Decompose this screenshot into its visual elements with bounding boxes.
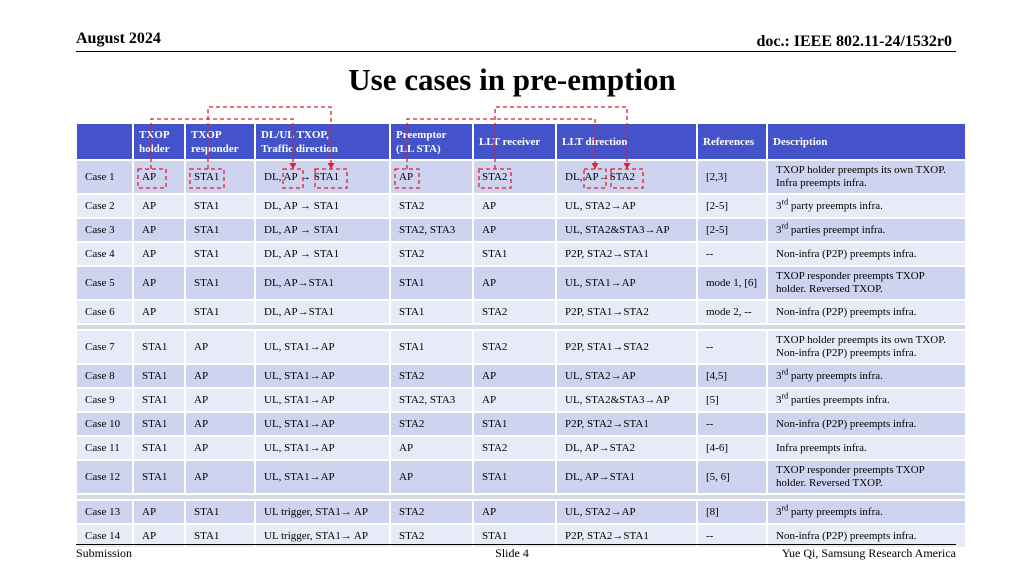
table-cell: DL, AP→STA1 xyxy=(255,266,390,300)
table-row xyxy=(77,160,966,194)
table-cell: UL, STA2→AP xyxy=(556,194,697,218)
table-cell: [5] xyxy=(697,388,767,412)
table-cell: AP xyxy=(185,412,255,436)
table-cell: STA2 xyxy=(473,160,556,194)
table-cell: P2P, STA1→STA2 xyxy=(556,330,697,364)
table-cell: UL, STA2&STA3→AP xyxy=(556,218,697,242)
table-cell: STA1 xyxy=(185,500,255,524)
table-cell: -- xyxy=(697,242,767,266)
table-cell: DL, AP → STA1 xyxy=(255,218,390,242)
table-cell: Infra preempts infra. xyxy=(767,436,966,460)
table-cell: AP xyxy=(133,194,185,218)
table-cell: -- xyxy=(697,412,767,436)
table-cell: AP xyxy=(390,436,473,460)
table-cell: Case 8 xyxy=(77,364,133,388)
table-cell: UL, STA2→AP xyxy=(556,364,697,388)
table-row xyxy=(77,412,966,436)
table-cell: Case 9 xyxy=(77,388,133,412)
table-cell: Case 6 xyxy=(77,300,133,324)
column-header-8: Description xyxy=(767,124,966,160)
footer-author: Yue Qi, Samsung Research America xyxy=(781,546,956,560)
table-cell: DL, AP → STA1 xyxy=(255,160,390,194)
table-cell: AP xyxy=(133,218,185,242)
table-row xyxy=(77,242,966,266)
table-cell: STA1 xyxy=(473,242,556,266)
table-row xyxy=(77,364,966,388)
table-cell: UL, STA1→AP xyxy=(556,266,697,300)
table-cell: STA1 xyxy=(133,436,185,460)
table-cell: AP xyxy=(473,266,556,300)
table-cell: AP xyxy=(133,266,185,300)
table-cell: AP xyxy=(133,500,185,524)
table-cell: STA2, STA3 xyxy=(390,388,473,412)
table-cell: AP xyxy=(185,330,255,364)
table-cell: STA2, STA3 xyxy=(390,218,473,242)
table-cell: AP xyxy=(185,364,255,388)
table-cell: STA2 xyxy=(473,436,556,460)
table-cell: AP xyxy=(133,242,185,266)
table-cell: DL, AP→STA1 xyxy=(255,300,390,324)
table-cell: DL, AP→STA2 xyxy=(556,160,697,194)
table-cell: STA2 xyxy=(390,524,473,547)
table-cell: Non-infra (P2P) preempts infra. xyxy=(767,412,966,436)
table-cell: -- xyxy=(697,524,767,547)
table-cell: Non-infra (P2P) preempts infra. xyxy=(767,524,966,547)
table-cell: DL, AP→STA2 xyxy=(556,436,697,460)
column-header-7: References xyxy=(697,124,767,160)
table-cell: P2P, STA1→STA2 xyxy=(556,300,697,324)
table-cell: Case 12 xyxy=(77,460,133,494)
table-cell: STA1 xyxy=(185,242,255,266)
table-cell: STA1 xyxy=(185,218,255,242)
table-cell: DL, AP→STA1 xyxy=(556,460,697,494)
table-cell: STA2 xyxy=(390,364,473,388)
table-row xyxy=(77,300,966,324)
table-cell: TXOP responder preempts TXOP holder. Reversed TXOP. xyxy=(767,266,966,300)
table-cell: Non-infra (P2P) preempts infra. xyxy=(767,300,966,324)
table-row xyxy=(77,388,966,412)
table-cell: STA1 xyxy=(185,300,255,324)
table-cell: Case 2 xyxy=(77,194,133,218)
table-cell: STA1 xyxy=(133,412,185,436)
table-cell: UL, STA1→AP xyxy=(255,460,390,494)
table-row xyxy=(77,194,966,218)
table-cell: UL, STA1→AP xyxy=(255,330,390,364)
table-cell: AP xyxy=(185,388,255,412)
table-cell: STA1 xyxy=(473,524,556,547)
table-row xyxy=(77,266,966,300)
table-cell: mode 1, [6] xyxy=(697,266,767,300)
table-cell: AP xyxy=(390,160,473,194)
table-row xyxy=(77,436,966,460)
table-cell: UL trigger, STA1→ AP xyxy=(255,500,390,524)
header-doc-id: doc.: IEEE 802.11-24/1532r0 xyxy=(756,33,952,50)
table-cell: UL, STA1→AP xyxy=(255,364,390,388)
table-cell: Case 7 xyxy=(77,330,133,364)
column-header-0 xyxy=(77,124,133,160)
column-header-3: DL/UL TXOP, Traffic direction xyxy=(255,124,390,160)
table-cell: 3rd party preempts infra. xyxy=(767,500,966,524)
table-cell: AP xyxy=(473,218,556,242)
table-cell: Case 1 xyxy=(77,160,133,194)
table-cell: AP xyxy=(473,364,556,388)
table-cell: 3rd party preempts infra. xyxy=(767,194,966,218)
table-body xyxy=(77,160,966,547)
table-cell: AP xyxy=(133,160,185,194)
column-header-5: LLT receiver xyxy=(473,124,556,160)
table-cell: STA1 xyxy=(133,460,185,494)
table-row xyxy=(77,330,966,364)
table-cell: UL, STA1→AP xyxy=(255,412,390,436)
table-cell: P2P, STA2→STA1 xyxy=(556,242,697,266)
table-cell: [8] xyxy=(697,500,767,524)
table-header-row xyxy=(77,124,966,160)
table-cell: TXOP holder preempts its own TXOP. Non-infra (P2P) preempts infra. xyxy=(767,330,966,364)
table-cell: STA2 xyxy=(390,194,473,218)
table-cell: STA2 xyxy=(390,242,473,266)
slide-title: Use cases in pre-emption xyxy=(348,62,676,97)
column-header-2: TXOP responder xyxy=(185,124,255,160)
table-cell: AP xyxy=(133,300,185,324)
table-cell: UL, STA1→AP xyxy=(255,388,390,412)
table-cell: 3rd parties preempts infra. xyxy=(767,388,966,412)
table-cell: Case 13 xyxy=(77,500,133,524)
table-cell: STA1 xyxy=(390,266,473,300)
table-cell: AP xyxy=(133,524,185,547)
table-cell: AP xyxy=(473,194,556,218)
table-cell: 3rd parties preempt infra. xyxy=(767,218,966,242)
table-cell: UL, STA2→AP xyxy=(556,500,697,524)
table-cell: -- xyxy=(697,330,767,364)
table-cell: UL trigger, STA1→ AP xyxy=(255,524,390,547)
table-cell: STA1 xyxy=(185,194,255,218)
table-cell: P2P, STA2→STA1 xyxy=(556,412,697,436)
header-divider xyxy=(76,51,956,52)
table-row xyxy=(77,500,966,524)
use-case-table xyxy=(77,124,967,547)
table-cell: STA1 xyxy=(133,330,185,364)
table-cell: Case 3 xyxy=(77,218,133,242)
table-cell: [5, 6] xyxy=(697,460,767,494)
column-header-1: TXOP holder xyxy=(133,124,185,160)
table-cell: STA2 xyxy=(390,412,473,436)
table-cell: UL, STA2&STA3→AP xyxy=(556,388,697,412)
table-cell: 3rd party preempts infra. xyxy=(767,364,966,388)
table-cell: Case 10 xyxy=(77,412,133,436)
table-cell: [4-6] xyxy=(697,436,767,460)
table-cell: STA1 xyxy=(185,524,255,547)
table-cell: STA1 xyxy=(390,300,473,324)
table-cell: AP xyxy=(473,388,556,412)
table-cell: DL, AP → STA1 xyxy=(255,194,390,218)
table-cell: STA2 xyxy=(390,500,473,524)
table-cell: AP xyxy=(185,436,255,460)
column-header-4: Preemptor (LL STA) xyxy=(390,124,473,160)
table-cell: TXOP responder preempts TXOP holder. Reversed TXOP. xyxy=(767,460,966,494)
column-header-6: LLT direction xyxy=(556,124,697,160)
table-row xyxy=(77,460,966,494)
table-cell: STA2 xyxy=(473,330,556,364)
table-cell: STA1 xyxy=(185,160,255,194)
table-cell: STA1 xyxy=(133,388,185,412)
footer-slide-number: Slide 4 xyxy=(495,546,529,560)
table-cell: STA1 xyxy=(185,266,255,300)
table-cell: AP xyxy=(390,460,473,494)
table-cell: Case 11 xyxy=(77,436,133,460)
table-cell: Case 14 xyxy=(77,524,133,547)
table-cell: [2-5] xyxy=(697,194,767,218)
table-cell: AP xyxy=(185,460,255,494)
footer-submission: Submission xyxy=(76,546,133,560)
table-cell: TXOP holder preempts its own TXOP. Infra preempts infra. xyxy=(767,160,966,194)
table-cell: Case 5 xyxy=(77,266,133,300)
table-cell: [2,3] xyxy=(697,160,767,194)
table-cell: STA1 xyxy=(133,364,185,388)
table-cell: STA1 xyxy=(390,330,473,364)
table-cell: Case 4 xyxy=(77,242,133,266)
table-cell: STA1 xyxy=(473,460,556,494)
table-cell: UL, STA1→AP xyxy=(255,436,390,460)
table-cell: [2-5] xyxy=(697,218,767,242)
table-cell: [4,5] xyxy=(697,364,767,388)
footer-divider xyxy=(76,544,956,545)
table-cell: AP xyxy=(473,500,556,524)
table-cell: DL, AP → STA1 xyxy=(255,242,390,266)
table-cell: mode 2, -- xyxy=(697,300,767,324)
table-cell: Non-infra (P2P) preempts infra. xyxy=(767,242,966,266)
table-cell: P2P, STA2→STA1 xyxy=(556,524,697,547)
table-cell: STA2 xyxy=(473,300,556,324)
table-row xyxy=(77,218,966,242)
header-date: August 2024 xyxy=(76,30,161,47)
table-cell: STA1 xyxy=(473,412,556,436)
